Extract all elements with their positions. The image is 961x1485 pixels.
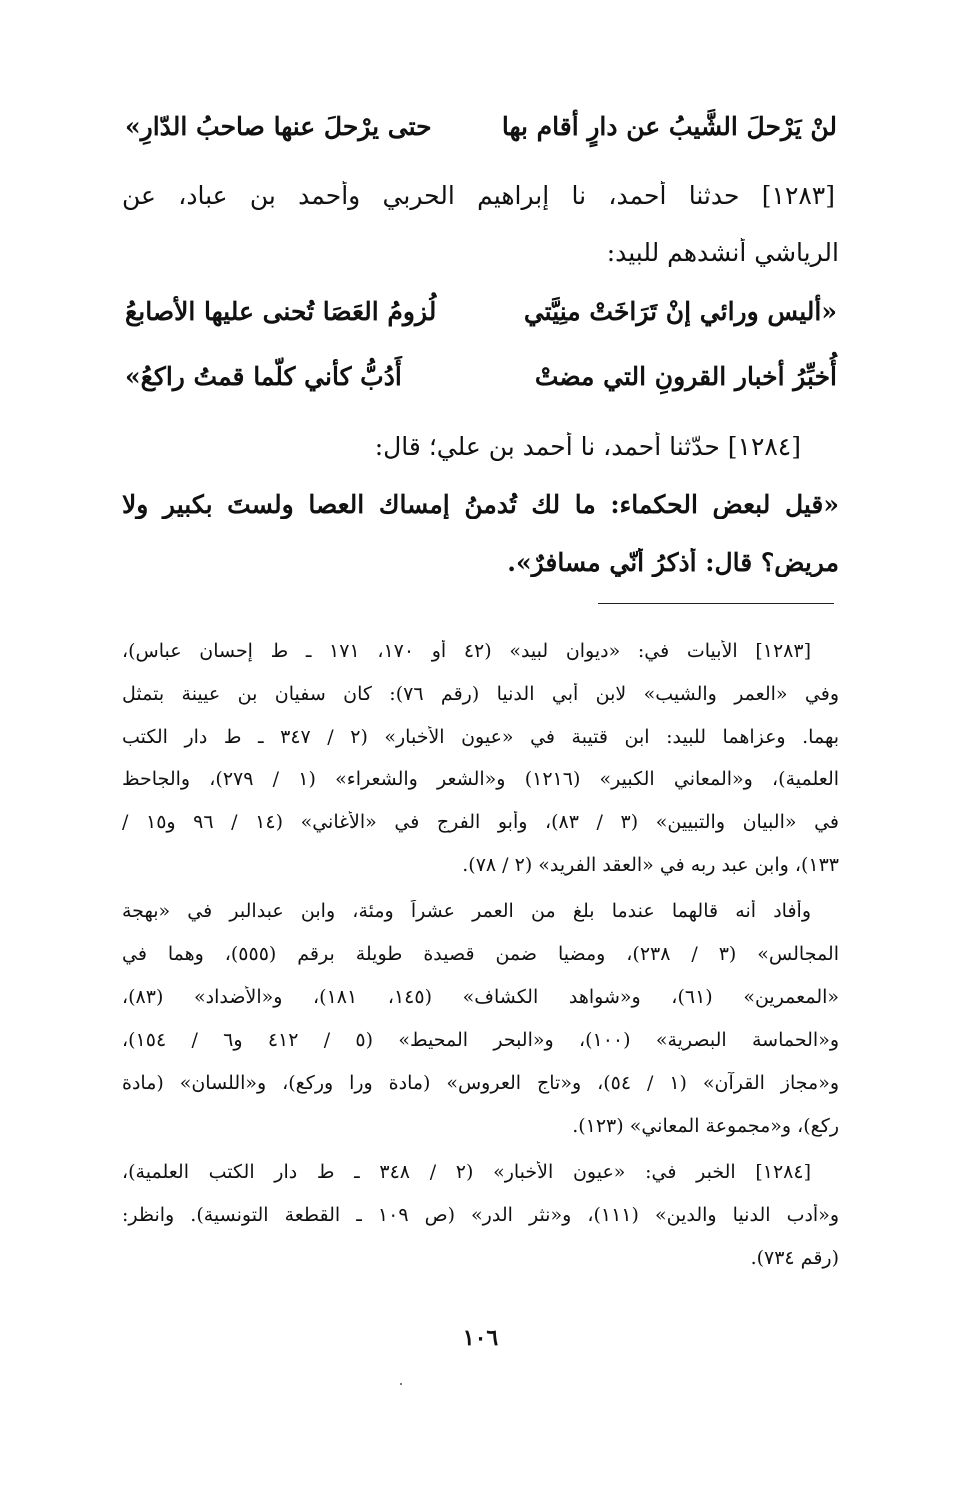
footnote-line: العلمية)، و«المعاني الكبير» (١٢١٦) و«الشعر والشعراء» (١ / ٢٧٩)، والجاحظ [122,768,839,790]
footnote-line: ركع)، و«مجموعة المعاني» (١٢٣). [572,1115,839,1137]
verse-hemistich-left: حتى يرْحلَ عنها صاحبُ الدّارِ» [125,112,432,141]
footnote-line: بهما. وعزاهما للبيد: ابن قتيبة في «عيون الأخبار» (٢ / ٣٤٧ ـ ط دار الكتب [122,726,839,748]
footnote-line: (رقم ٧٣٤). [750,1247,839,1269]
verse-hemistich-right: «أليس ورائي إنْ تَرَاخَتْ منِيَّتي [523,297,837,326]
page-number: ١٠٦ [462,1325,499,1351]
verse-hemistich-left: لُزومُ العَصَا تُحنى عليها الأصابعُ [125,297,437,326]
footnote-line: وأفاد أنه قالهما عندما بلغ من العمر عشراً ومئة، وابن عبدالبر في «بهجة [122,900,811,922]
footnote-line: و«مجاز القرآن» (١ / ٥٤)، و«تاج العروس» (مادة ورا وركع)، و«اللسان» (مادة [122,1072,839,1094]
verse-line [125,362,837,412]
footnote-line: ١٣٣)، وابن عبد ربه في «العقد الفريد» (٢ / ٧٨). [462,854,839,876]
verse-line [125,112,837,162]
footnote-line: [١٢٨٣] الأبيات في: «ديوان لبيد» (٤٢ أو ١٧٠، ١٧١ ـ ط إحسان عباس)، [122,640,811,662]
paragraph-line: [١٢٨٤] حدّثنا أحمد، نا أحمد بن علي؛ قال: [374,432,801,461]
verse-hemistich-right: لنْ يَرْحلَ الشَّيبُ عن دارٍ أقام بها [501,112,837,141]
verse-hemistich-right: أُخبِّرُ أخبار القرونِ التي مضتْ [534,362,837,391]
footnote-line: «المعمرين» (٦١)، و«شواهد الكشاف» (١٤٥، ١٨١)، و«الأضداد» (٨٣)، [122,986,839,1008]
paragraph-line: مريضٍ؟ قال: أذكرُ أنّي مسافرٌ». [507,548,839,577]
verse-line [125,297,837,347]
footnote-line: المجالس» (٣ / ٢٣٨)، ومضيا ضمن قصيدة طويلة برقم (٥٥٥)، وهما في [122,943,839,965]
footnote-line: و«أدب الدنيا والدين» (١١١)، و«نثر الدر» (ص ١٠٩ ـ القطعة التونسية). وانظر: [122,1204,839,1226]
footnote-line: وفي «العمر والشيب» لابن أبي الدنيا (رقم ٧٦): كان سفيان بن عيينة بتمثل [122,683,839,705]
footnote-separator [598,603,834,604]
paragraph-line: [١٢٨٣] حدثنا أحمد، نا إبراهيم الحربي وأحمد بن عباد، عن [122,181,835,210]
verse-hemistich-left: أَدُبُّ كأني كلّما قمتُ راكعُ» [125,362,402,391]
footnote-line: [١٢٨٤] الخبر في: «عيون الأخبار» (٢ / ٣٤٨ ـ ط دار الكتب العلمية)، [122,1161,811,1183]
scan-speck [400,1383,402,1385]
footnote-line: و«الحماسة البصرية» (١٠٠)، و«البحر المحيط» (٥ / ٤١٢ و٦ / ١٥٤)، [122,1029,839,1051]
paragraph-line: «قيل لبعض الحكماء: ما لك تُدمنُ إمساك العصا ولستَ بكبيرٍ ولا [122,490,839,519]
paragraph-line: الرياشي أنشدهم للبيد: [606,238,839,267]
footnote-line: في «البيان والتبيين» (٣ / ٨٣)، وأبو الفرج في «الأغاني» (١٤ / ٩٦ و١٥ / [122,811,839,833]
